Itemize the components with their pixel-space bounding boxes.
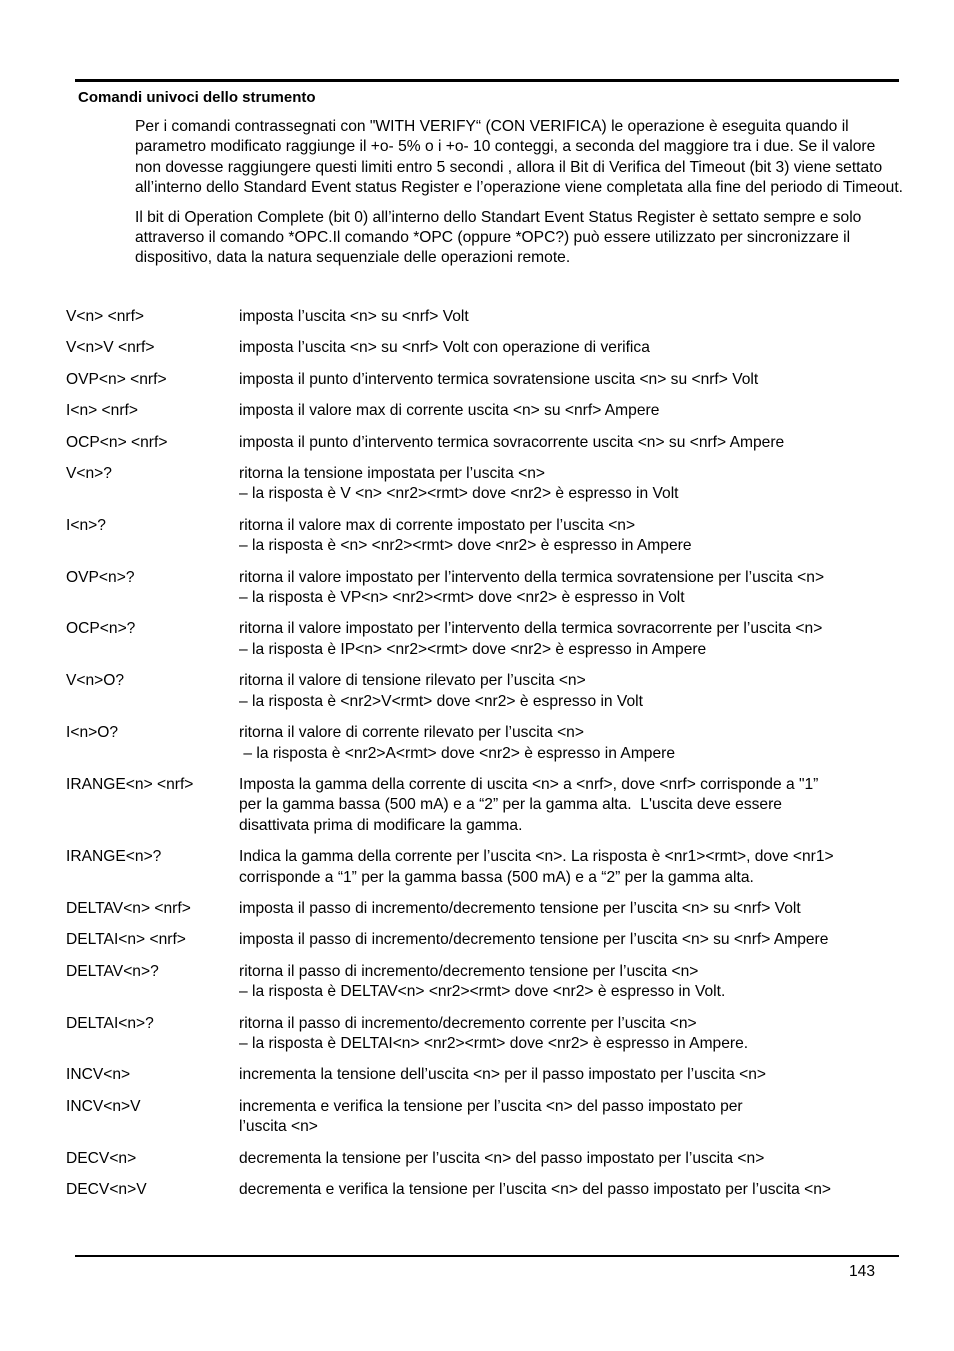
command-description	[239, 568, 926, 609]
command-description	[239, 464, 926, 505]
description-line: imposta il passo di incremento/decremento tensione per l’uscita <n> su <nrf> Volt	[239, 899, 801, 917]
description-line: imposta il punto d’intervento termica sovratensione uscita <n> su <nrf> Volt	[239, 370, 759, 388]
command-description	[239, 516, 926, 557]
command-description	[239, 899, 926, 919]
command-description	[239, 433, 926, 453]
description-line: Indica la gamma della corrente per l’uscita <n>. La risposta è <nr1><rmt>, dove <nr1>	[239, 848, 834, 866]
command-syntax: OCP<n>?	[66, 620, 136, 638]
command-syntax: DELTAV<n>?	[66, 962, 159, 980]
command-syntax: I<n> <nrf>	[66, 402, 138, 420]
bottom-rule	[75, 1255, 899, 1257]
command-description	[239, 1180, 926, 1200]
description-line: – la risposta è DELTAV<n> <nr2><rmt> dove <nr2> è espresso in Volt.	[239, 983, 726, 1001]
command-list	[66, 307, 926, 1211]
command-description	[239, 671, 926, 712]
command-description	[239, 370, 926, 390]
command-row	[66, 464, 926, 505]
description-line: – la risposta è DELTAI<n> <nr2><rmt> dove <nr2> è espresso in Ampere.	[239, 1034, 749, 1052]
description-line: ritorna il valore impostato per l’intervento della termica sovracorrente per l’uscita <n>	[239, 620, 823, 638]
intro-text	[135, 117, 903, 278]
description-line: ritorna il passo di incremento/decremento tensione per l’uscita <n>	[239, 962, 699, 980]
command-row	[66, 370, 926, 390]
description-line: ritorna il valore impostato per l’intervento della termica sovratensione per l’uscita <n>	[239, 568, 825, 586]
command-syntax: V<n>O?	[66, 672, 125, 690]
command-description	[239, 338, 926, 358]
command-row	[66, 671, 926, 712]
command-syntax: IRANGE<n>?	[66, 848, 162, 866]
command-row	[66, 775, 926, 836]
command-syntax: IRANGE<n> <nrf>	[66, 775, 194, 793]
description-line: decrementa e verifica la tensione per l’uscita <n> del passo impostato per l’uscita <n>	[239, 1181, 832, 1198]
description-line: – la risposta è VP<n> <nr2><rmt> dove <nr2> è espresso in Volt	[239, 589, 685, 607]
command-row	[66, 1065, 926, 1085]
section-heading: Comandi univoci dello strumento	[78, 89, 316, 106]
command-row	[66, 1097, 926, 1138]
command-description	[239, 930, 926, 950]
description-line: ritorna il valore max di corrente impostato per l’uscita <n>	[239, 516, 636, 534]
command-syntax: V<n>?	[66, 465, 112, 483]
command-row	[66, 401, 926, 421]
page-number: 143	[848, 1263, 875, 1280]
command-description	[239, 775, 926, 836]
description-line: disattivata prima di modificare la gamma.	[239, 816, 523, 834]
command-row	[66, 930, 926, 950]
intro-paragraph: Il bit di Operation Complete (bit 0) all’interno dello Standart Event Status Register è settato sempre e solo attraverso il comando *OPC.Il comando *OPC (oppure *OPC?) può essere utilizzato per sincronizzare il dispositivo, data la natura sequenziale delle operazioni remote.	[135, 208, 862, 267]
command-syntax: DECV<n>V	[66, 1181, 147, 1198]
description-line: imposta il valore max di corrente uscita <n> su <nrf> Ampere	[239, 402, 660, 420]
description-line: ritorna la tensione impostata per l’uscita <n>	[239, 465, 545, 483]
command-description	[239, 847, 926, 888]
command-row	[66, 962, 926, 1003]
top-rule	[75, 79, 899, 82]
description-line: corrisponde a “1” per la gamma bassa (500 mA) e a “2” per la gamma alta.	[239, 868, 754, 886]
description-line: l’uscita <n>	[239, 1118, 318, 1136]
command-syntax: OVP<n>?	[66, 568, 135, 586]
command-syntax: OVP<n> <nrf>	[66, 370, 167, 388]
description-line: – la risposta è IP<n> <nr2><rmt> dove <nr2> è espresso in Ampere	[239, 640, 707, 658]
description-line: imposta il punto d’intervento termica sovracorrente uscita <n> su <nrf> Ampere	[239, 433, 785, 451]
command-description	[239, 962, 926, 1003]
description-line: incrementa e verifica la tensione per l’uscita <n> del passo impostato per	[239, 1097, 743, 1115]
command-syntax: I<n>O?	[66, 724, 119, 742]
command-row	[66, 1149, 926, 1169]
command-row	[66, 619, 926, 660]
command-row	[66, 568, 926, 609]
command-syntax: DELTAV<n> <nrf>	[66, 899, 191, 917]
command-syntax: INCV<n>V	[66, 1097, 141, 1115]
description-line: incrementa la tensione dell’uscita <n> per il passo impostato per l’uscita <n>	[239, 1066, 767, 1084]
command-row	[66, 516, 926, 557]
description-line: – la risposta è <nr2>V<rmt> dove <nr2> è espresso in Volt	[239, 692, 643, 710]
command-description	[239, 619, 926, 660]
command-syntax: I<n>?	[66, 516, 106, 534]
command-description	[239, 723, 926, 764]
command-syntax: DELTAI<n> <nrf>	[66, 931, 186, 949]
command-row	[66, 338, 926, 358]
command-row	[66, 1014, 926, 1055]
command-description	[239, 1149, 926, 1169]
command-row	[66, 723, 926, 764]
description-line: imposta l’uscita <n> su <nrf> Volt	[239, 308, 469, 325]
command-syntax: DECV<n>	[66, 1149, 137, 1167]
description-line: imposta l’uscita <n> su <nrf> Volt con operazione di verifica	[239, 339, 650, 357]
description-line: – la risposta è V <n> <nr2><rmt> dove <nr2> è espresso in Volt	[239, 485, 679, 503]
command-syntax: V<n> <nrf>	[66, 308, 145, 325]
command-syntax: OCP<n> <nrf>	[66, 433, 168, 451]
command-row	[66, 1180, 926, 1200]
description-line: ritorna il passo di incremento/decremento corrente per l’uscita <n>	[239, 1014, 697, 1032]
description-line: ritorna il valore di tensione rilevato per l’uscita <n>	[239, 672, 586, 690]
command-syntax: V<n>V <nrf>	[66, 339, 155, 357]
command-description	[239, 1065, 926, 1085]
description-line: per la gamma bassa (500 mA) e a “2” per la gamma alta. L'uscita deve essere	[239, 796, 782, 814]
description-line: – la risposta è <n> <nr2><rmt> dove <nr2> è espresso in Ampere	[239, 537, 692, 555]
command-row	[66, 433, 926, 453]
command-row	[66, 899, 926, 919]
description-line: decrementa la tensione per l’uscita <n> del passo impostato per l’uscita <n>	[239, 1149, 765, 1167]
command-syntax: INCV<n>	[66, 1066, 131, 1084]
command-row	[66, 307, 926, 327]
description-line: Imposta la gamma della corrente di uscita <n> a <nrf>, dove <nrf> corrisponde a "1”	[239, 775, 819, 793]
command-description	[239, 401, 926, 421]
command-syntax: DELTAI<n>?	[66, 1014, 154, 1032]
command-description	[239, 1014, 926, 1055]
command-description	[239, 307, 926, 327]
command-row	[66, 847, 926, 888]
description-line: – la risposta è <nr2>A<rmt> dove <nr2> è espresso in Ampere	[239, 744, 676, 762]
description-line: imposta il passo di incremento/decremento tensione per l’uscita <n> su <nrf> Ampere	[239, 931, 829, 949]
command-description	[239, 1097, 926, 1138]
description-line: ritorna il valore di corrente rilevato per l’uscita <n>	[239, 724, 584, 742]
intro-paragraph: Per i comandi contrassegnati con "WITH VERIFY“ (CON VERIFICA) le operazione è eseguita quando il parametro modificato raggiunge il +o- 5% o i +o- 10 conteggi, a seconda del maggiore tra i due. Se il valore non dovesse raggiungere questi limiti entro 5 secondi , allora il Bit di Verifica del Timeout (bit 3) viene settato all’interno dello Standard Event status Register e l’operazione viene completata alla fine del periodo di Timeout.	[135, 118, 904, 197]
